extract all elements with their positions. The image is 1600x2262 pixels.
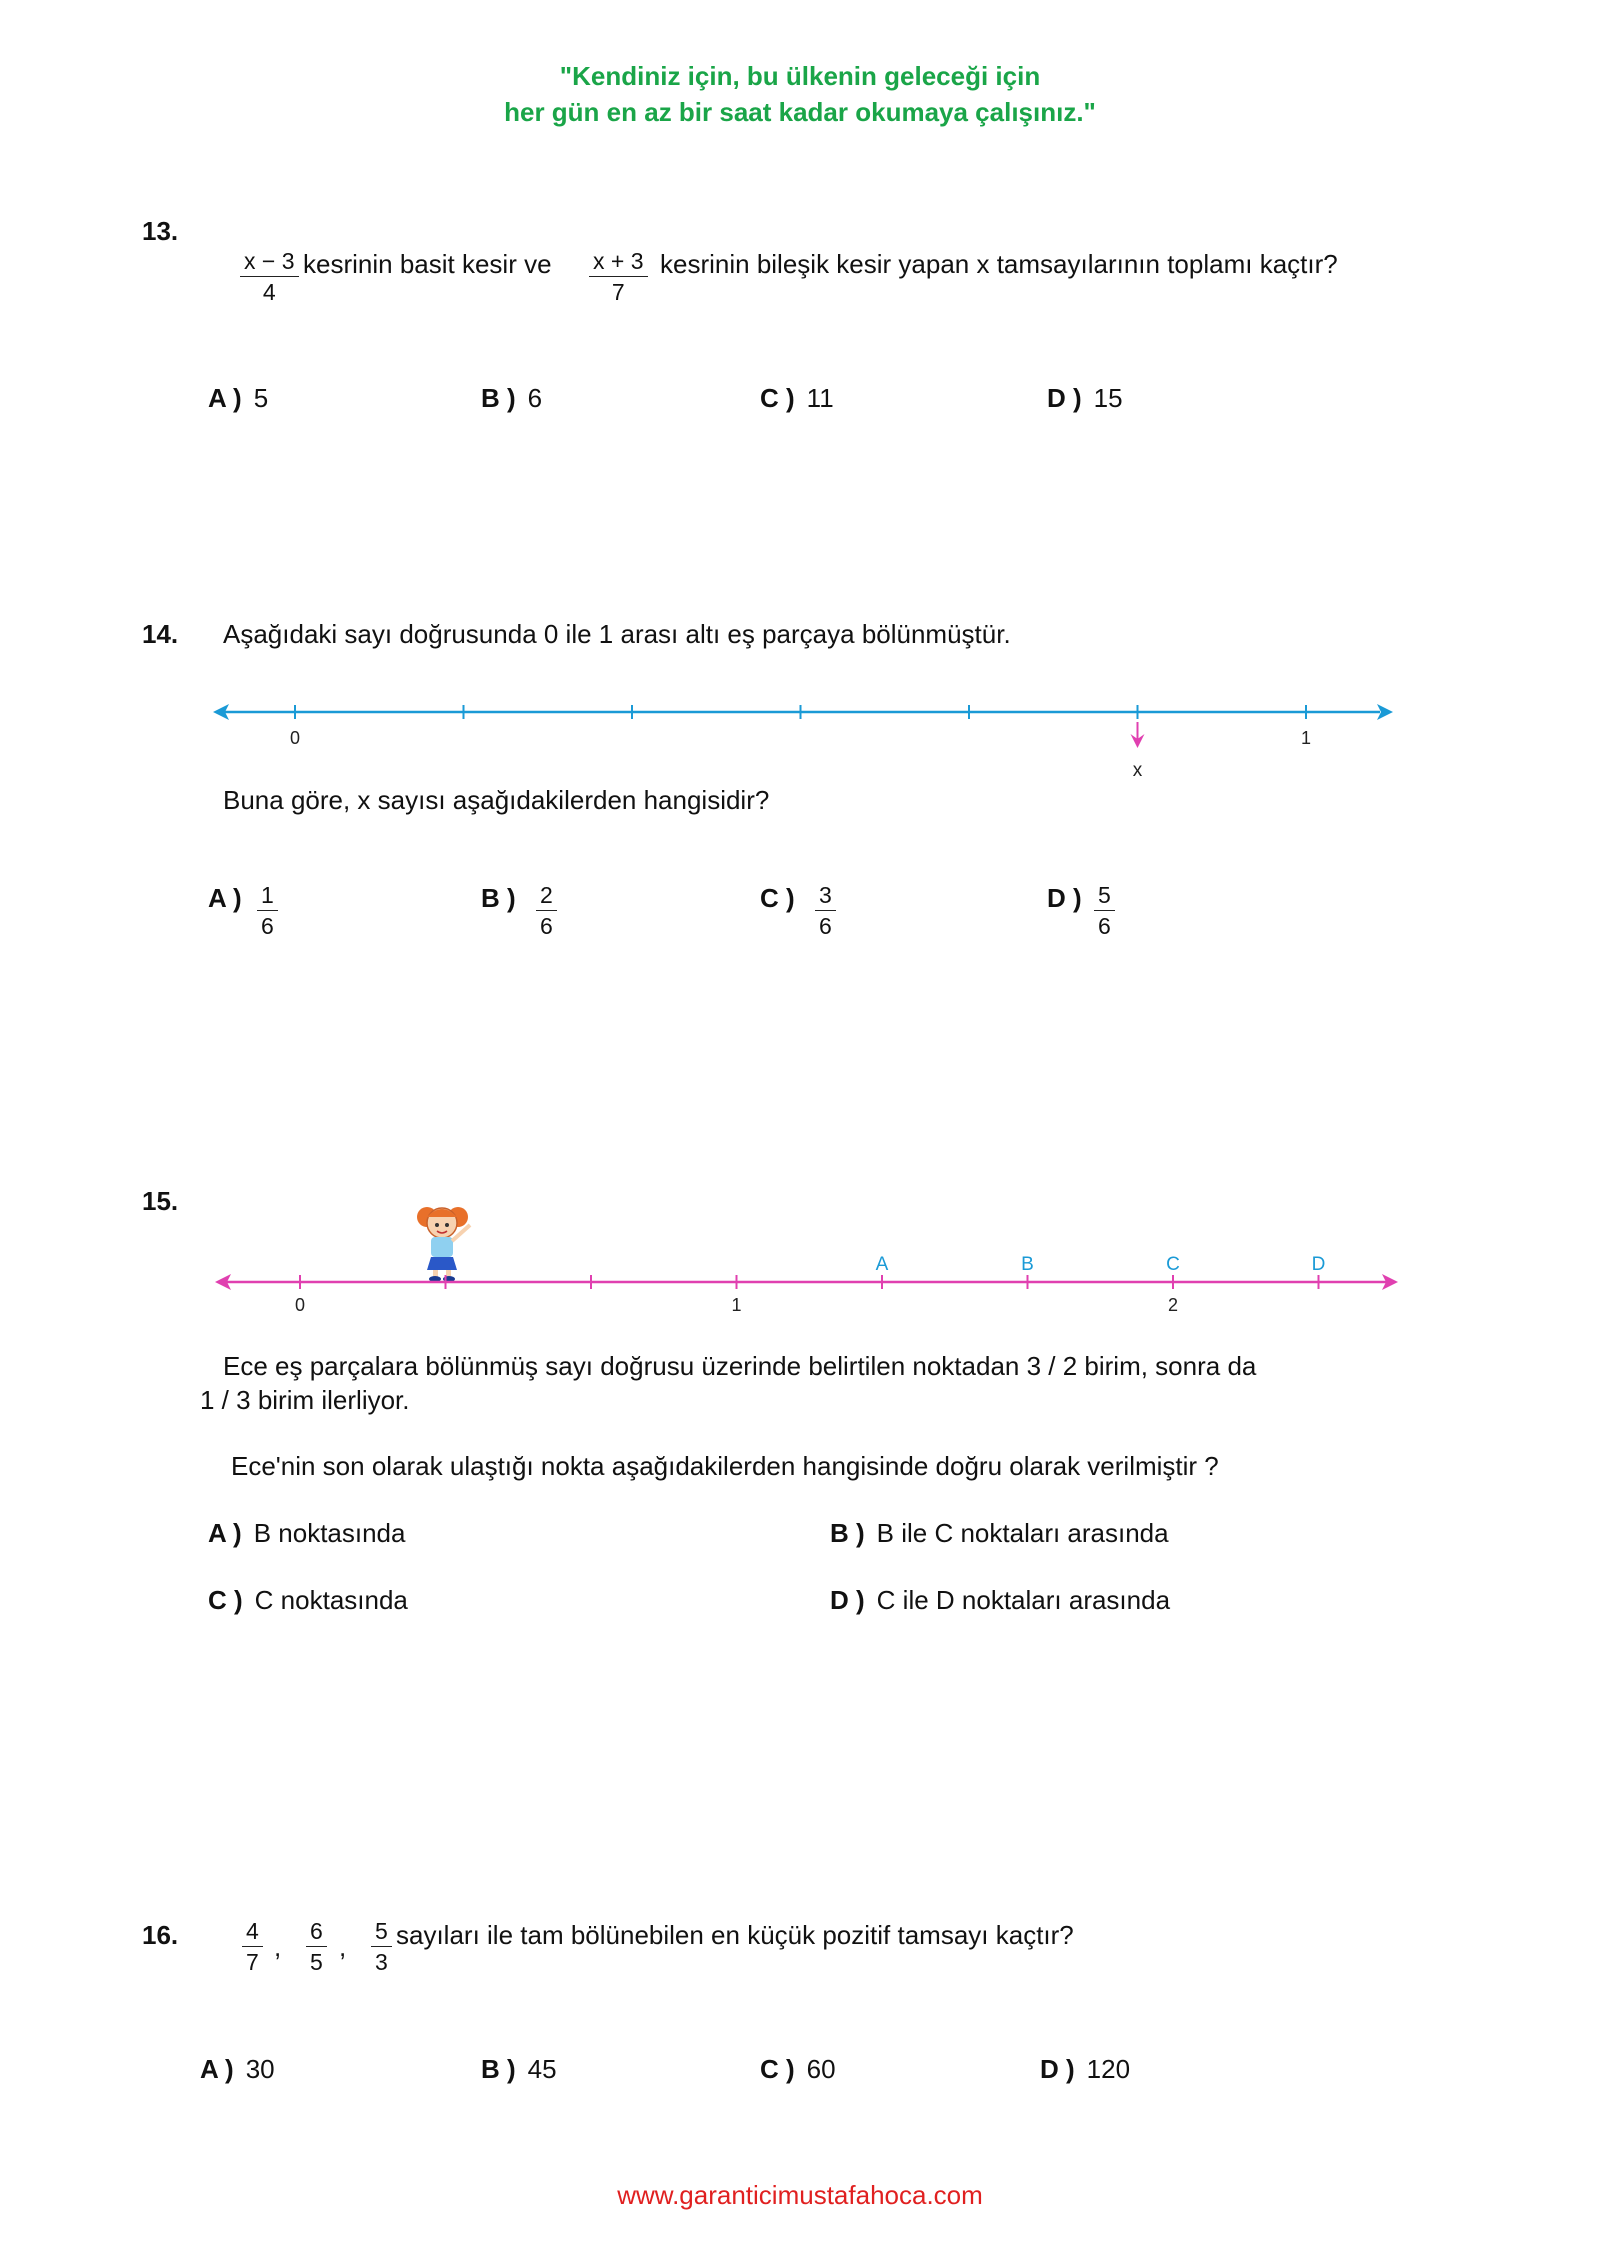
q13-fraction-1-denominator: 4 (262, 279, 276, 305)
q14-number-line (0, 690, 1600, 790)
girl-figure-icon (417, 1207, 470, 1282)
q13-option-d[interactable] (1047, 383, 1123, 414)
q15-number: 15. (142, 1186, 179, 1216)
q15-text-line2: 1 / 3 birim ilerliyor. (200, 1385, 410, 1415)
fraction-numerator: 2 (540, 882, 553, 908)
q14-option-b[interactable] (481, 883, 528, 914)
q16-fraction-2 (306, 1916, 327, 1977)
option-label: B ) (481, 383, 516, 413)
q15-option-b[interactable] (830, 1518, 1169, 1549)
q15-question: Ece'nin son olarak ulaştığı nokta aşağıdakilerden hangisinde doğru olarak verilmiştir ? (231, 1451, 1219, 1481)
fraction-numerator: 5 (375, 1918, 388, 1944)
option-label: C ) (760, 883, 795, 913)
option-value: 45 (527, 2054, 557, 2084)
q14-question: Buna göre, x sayısı aşağıdakilerden hangisidir? (223, 785, 770, 815)
q16-fraction-1 (242, 1916, 263, 1977)
q16-option-a[interactable] (200, 2054, 275, 2085)
option-label: A ) (208, 883, 242, 913)
q16-comma-1: , (274, 1932, 282, 1962)
q14-number: 14. (142, 619, 179, 649)
q13-option-a[interactable] (208, 383, 268, 414)
q14-option-a-fraction (257, 880, 278, 941)
option-value: 11 (806, 383, 834, 413)
q13-fraction-2 (589, 246, 648, 307)
option-label: D ) (1047, 383, 1082, 413)
option-label: C ) (760, 2054, 795, 2084)
fraction-denominator: 6 (540, 913, 553, 939)
q16-fraction-3 (371, 1916, 392, 1977)
fraction-denominator: 6 (819, 913, 832, 939)
q14-option-a[interactable] (208, 883, 254, 914)
tick-label-1: 1 (1300, 728, 1312, 748)
option-label: D ) (1040, 2054, 1075, 2084)
option-label: B ) (481, 2054, 516, 2084)
q16-number: 16. (142, 1920, 179, 1950)
fraction-numerator: 3 (819, 882, 832, 908)
header-quote-line1: "Kendiniz için, bu ülkenin geleceği için (559, 61, 1041, 91)
option-label: A ) (208, 1518, 242, 1548)
q16-text: sayıları ile tam bölünebilen en küçük pozitif tamsayı kaçtır? (396, 1920, 1074, 1950)
fraction-denominator: 6 (1098, 913, 1111, 939)
q15-text-line1: Ece eş parçalara bölünmüş sayı doğrusu üzerinde belirtilen noktadan 3 / 2 birim, sonra da (223, 1351, 1257, 1381)
fraction-denominator: 5 (310, 1949, 323, 1975)
fraction-denominator: 6 (261, 913, 274, 939)
q13-fraction-2-denominator: 7 (611, 279, 625, 305)
option-label: D ) (1047, 883, 1082, 913)
fraction-numerator: 1 (261, 882, 274, 908)
fraction-numerator: 6 (310, 1918, 323, 1944)
point-label-c: C (1166, 1254, 1180, 1275)
option-value: C noktasında (254, 1585, 408, 1615)
q14-option-b-fraction (536, 880, 557, 941)
option-label: A ) (208, 383, 242, 413)
point-label-d: D (1311, 1254, 1326, 1275)
option-label: C ) (208, 1585, 243, 1615)
fraction-denominator: 7 (246, 1949, 259, 1975)
q13-option-c[interactable] (760, 383, 834, 414)
q14-option-d-fraction (1094, 880, 1115, 941)
q14-option-d[interactable] (1047, 883, 1094, 914)
option-value: 15 (1093, 383, 1123, 413)
tick-label-2: 2 (1167, 1295, 1179, 1315)
q16-option-c[interactable] (760, 2054, 836, 2085)
tick-label-1: 1 (731, 1295, 742, 1315)
point-label-a: A (875, 1254, 889, 1275)
fraction-numerator: 5 (1098, 882, 1111, 908)
option-value: 30 (245, 2054, 275, 2084)
q16-option-d[interactable] (1040, 2054, 1130, 2085)
option-label: B ) (481, 883, 516, 913)
tick-label-0: 0 (294, 1295, 306, 1315)
option-value: 120 (1086, 2054, 1131, 2084)
footer-url[interactable]: www.garanticimustafahoca.com (617, 2180, 983, 2210)
option-label: A ) (200, 2054, 234, 2084)
option-value: 5 (253, 383, 269, 413)
q13-fraction-1 (240, 246, 299, 307)
fraction-numerator: 4 (246, 1918, 259, 1944)
option-value: 6 (527, 383, 543, 413)
q13-option-b[interactable] (481, 383, 542, 414)
option-value: 60 (806, 2054, 836, 2084)
q13-text-2: kesrinin bileşik kesir yapan x tamsayılarının toplamı kaçtır? (660, 249, 1338, 279)
fraction-denominator: 3 (375, 1949, 388, 1975)
q13-number: 13. (142, 216, 179, 246)
q15-option-c[interactable] (208, 1585, 408, 1616)
q15-option-d[interactable] (830, 1585, 1170, 1616)
q13-fraction-1-numerator: x − 3 (244, 248, 295, 274)
header-quote (0, 58, 1600, 130)
q15-option-a[interactable] (208, 1518, 405, 1549)
q15-number-line (0, 1195, 1600, 1325)
q16-comma-2: , (339, 1932, 347, 1962)
option-label: C ) (760, 383, 795, 413)
q14-option-c[interactable] (760, 883, 807, 914)
q16-option-b[interactable] (481, 2054, 557, 2085)
option-label: D ) (830, 1585, 865, 1615)
tick-label-0: 0 (289, 728, 301, 748)
header-quote-line2: her gün en az bir saat kadar okumaya çalışınız." (504, 97, 1096, 127)
q13-text-1: kesrinin basit kesir ve (303, 249, 552, 279)
option-value: B noktasında (253, 1518, 406, 1548)
option-label: B ) (830, 1518, 865, 1548)
q14-option-c-fraction (815, 880, 836, 941)
point-label-b: B (1021, 1254, 1034, 1275)
marker-label-x: x (1132, 760, 1143, 781)
option-value: C ile D noktaları arasında (876, 1585, 1171, 1615)
option-value: B ile C noktaları arasında (876, 1518, 1169, 1548)
q14-text: Aşağıdaki sayı doğrusunda 0 ile 1 arası altı eş parçaya bölünmüştür. (223, 619, 1011, 649)
q13-fraction-2-numerator: x + 3 (593, 248, 644, 274)
